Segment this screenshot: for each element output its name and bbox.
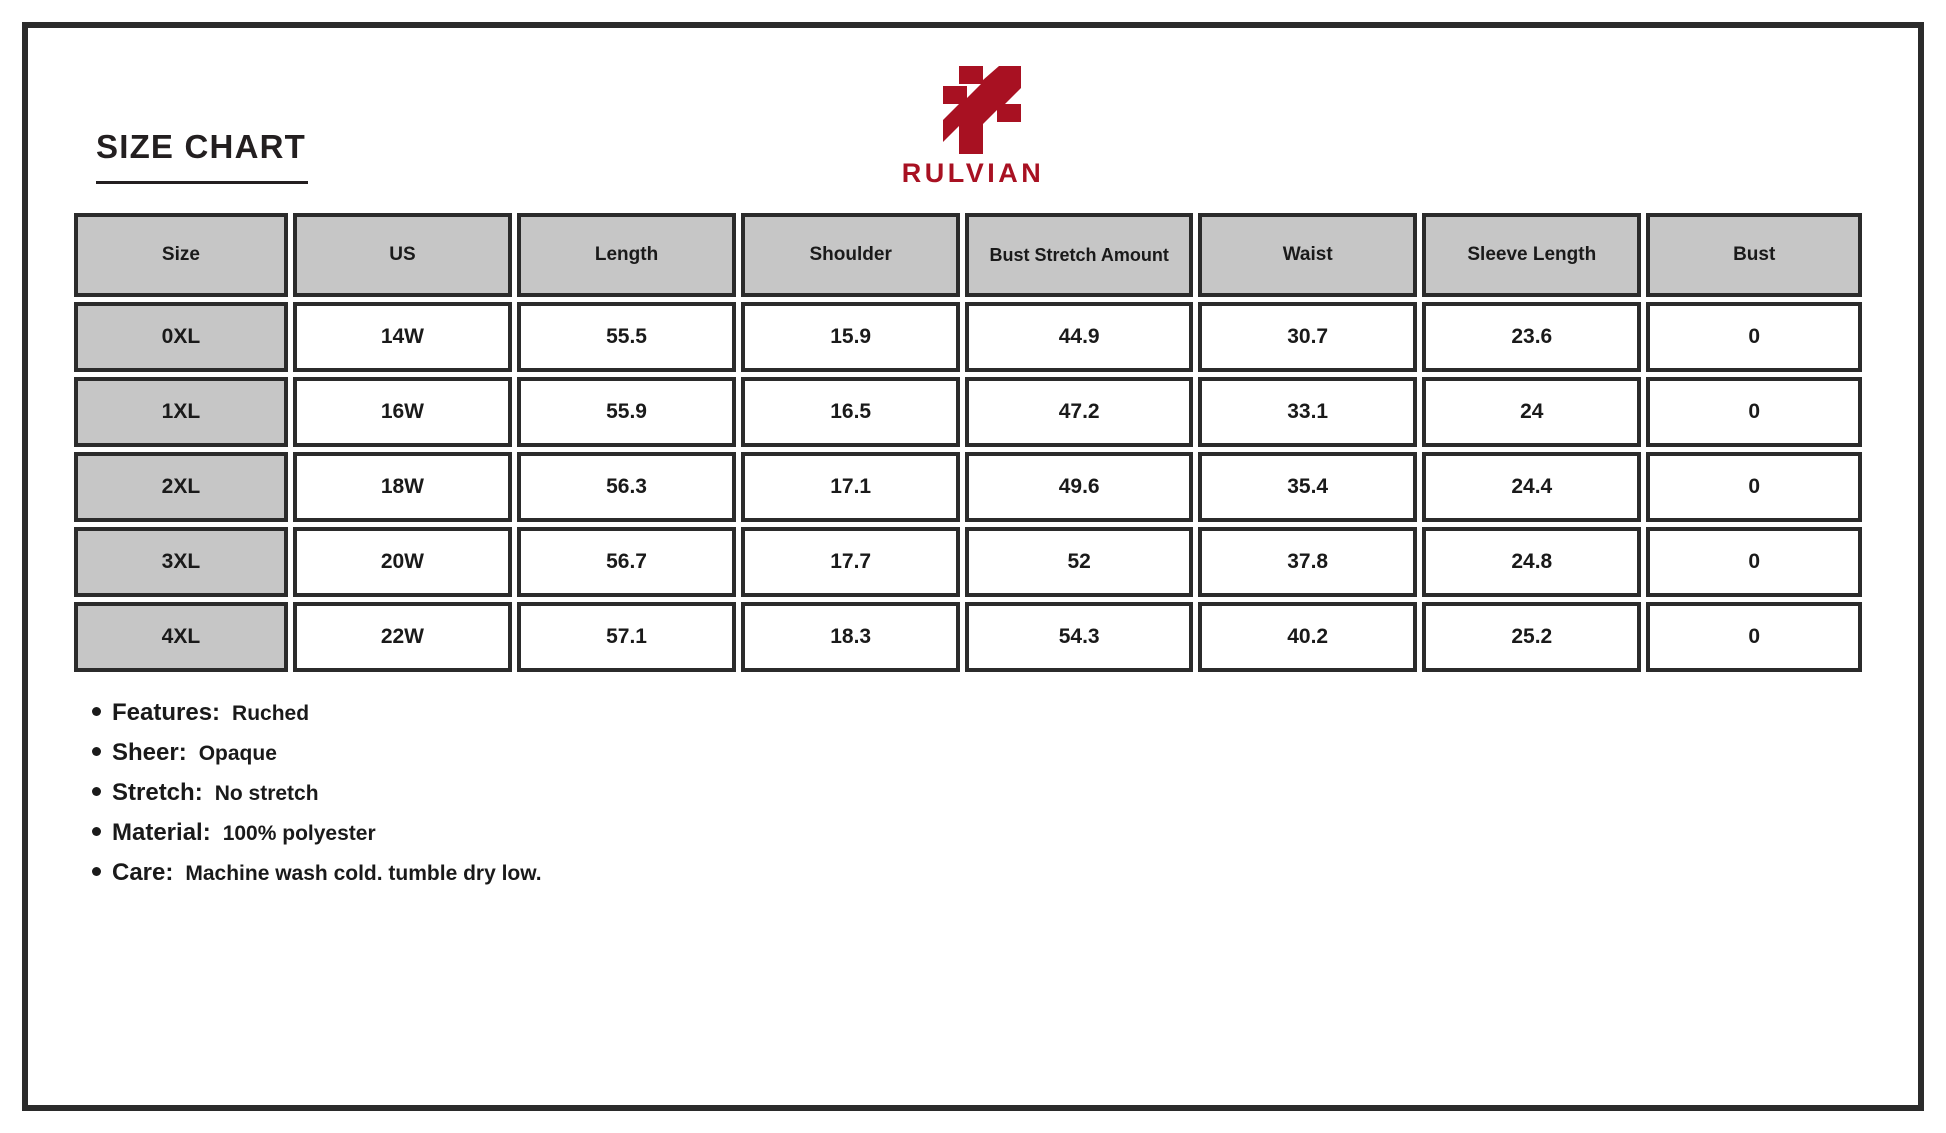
cell-us: 14W xyxy=(293,302,512,372)
cell-length: 55.5 xyxy=(517,302,736,372)
cell-size: 2XL xyxy=(74,452,288,522)
cell-bust: 0 xyxy=(1646,302,1862,372)
cell-sleeve-length: 24 xyxy=(1422,377,1641,447)
cell-us: 16W xyxy=(293,377,512,447)
cell-shoulder: 15.9 xyxy=(741,302,960,372)
page-border-frame xyxy=(22,22,1924,1111)
table-row xyxy=(74,527,1862,597)
table-header-row xyxy=(74,213,1862,297)
column-header-length: Length xyxy=(517,213,736,297)
cell-shoulder: 16.5 xyxy=(741,377,960,447)
cell-bust-stretch-amount: 52 xyxy=(965,527,1193,597)
column-header-size: Size xyxy=(74,213,288,297)
cell-bust: 0 xyxy=(1646,452,1862,522)
list-item xyxy=(92,859,1872,887)
cell-sleeve-length: 24.4 xyxy=(1422,452,1641,522)
detail-label: Stretch: xyxy=(112,779,203,806)
size-chart-table xyxy=(69,208,1867,677)
table-row xyxy=(74,602,1862,672)
cell-size: 3XL xyxy=(74,527,288,597)
cell-size: 1XL xyxy=(74,377,288,447)
table-row xyxy=(74,302,1862,372)
cell-bust: 0 xyxy=(1646,527,1862,597)
cell-shoulder: 17.7 xyxy=(741,527,960,597)
detail-value: Machine wash cold. tumble dry low. xyxy=(185,862,542,885)
cell-size: 4XL xyxy=(74,602,288,672)
cell-us: 20W xyxy=(293,527,512,597)
detail-label: Material: xyxy=(112,819,211,846)
cell-bust: 0 xyxy=(1646,602,1862,672)
cell-sleeve-length: 24.8 xyxy=(1422,527,1641,597)
detail-value: Ruched xyxy=(232,702,310,725)
header xyxy=(74,54,1872,204)
cell-length: 56.3 xyxy=(517,452,736,522)
column-header-us: US xyxy=(293,213,512,297)
table-row xyxy=(74,377,1862,447)
cell-waist: 30.7 xyxy=(1198,302,1417,372)
column-header-bust: Bust xyxy=(1646,213,1862,297)
column-header-sleeve-length: Sleeve Length xyxy=(1422,213,1641,297)
detail-value: No stretch xyxy=(214,782,319,805)
cell-shoulder: 17.1 xyxy=(741,452,960,522)
bullet-icon xyxy=(92,747,101,756)
bullet-icon xyxy=(92,787,101,796)
cell-sleeve-length: 25.2 xyxy=(1422,602,1641,672)
cell-size: 0XL xyxy=(74,302,288,372)
cell-bust-stretch-amount: 54.3 xyxy=(965,602,1193,672)
list-item xyxy=(92,779,1872,807)
cell-waist: 35.4 xyxy=(1198,452,1417,522)
cell-bust-stretch-amount: 47.2 xyxy=(965,377,1193,447)
list-item xyxy=(92,819,1872,847)
detail-value: 100% polyester xyxy=(222,822,376,845)
column-header-waist: Waist xyxy=(1198,213,1417,297)
bullet-icon xyxy=(92,827,101,836)
product-details-list xyxy=(74,699,1872,887)
list-item xyxy=(92,699,1872,727)
detail-label: Care: xyxy=(112,859,174,886)
detail-value: Opaque xyxy=(198,742,277,765)
cell-length: 56.7 xyxy=(517,527,736,597)
cell-bust-stretch-amount: 44.9 xyxy=(965,302,1193,372)
cell-length: 57.1 xyxy=(517,602,736,672)
column-header-bust-stretch-amount: Bust Stretch Amount xyxy=(965,213,1193,297)
cell-waist: 37.8 xyxy=(1198,527,1417,597)
cell-bust: 0 xyxy=(1646,377,1862,447)
rulvian-r-monogram-icon xyxy=(913,64,1033,156)
cell-length: 55.9 xyxy=(517,377,736,447)
cell-shoulder: 18.3 xyxy=(741,602,960,672)
list-item xyxy=(92,739,1872,767)
bullet-icon xyxy=(92,867,101,876)
brand-name: RULVIAN xyxy=(901,158,1045,188)
cell-sleeve-length: 23.6 xyxy=(1422,302,1641,372)
bullet-icon xyxy=(92,707,101,716)
detail-label: Sheer: xyxy=(112,739,187,766)
brand-lockup xyxy=(74,64,1872,187)
cell-waist: 33.1 xyxy=(1198,377,1417,447)
table-row xyxy=(74,452,1862,522)
column-header-shoulder: Shoulder xyxy=(741,213,960,297)
page-title: SIZE CHART xyxy=(96,128,306,165)
cell-bust-stretch-amount: 49.6 xyxy=(965,452,1193,522)
cell-us: 22W xyxy=(293,602,512,672)
detail-label: Features: xyxy=(112,699,221,726)
cell-waist: 40.2 xyxy=(1198,602,1417,672)
cell-us: 18W xyxy=(293,452,512,522)
